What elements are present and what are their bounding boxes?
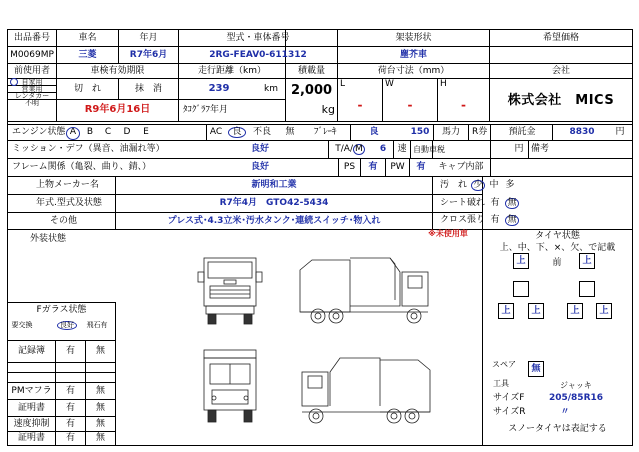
- tire-boxes: [483, 250, 632, 400]
- pm-muffler-yes: 有: [65, 385, 75, 396]
- tools-label: 工具: [493, 379, 509, 388]
- cloth-yes: 有: [490, 214, 500, 225]
- pm-muffler-no: 無: [95, 385, 105, 396]
- jack-label: ジャッキ: [560, 381, 592, 390]
- frame-value: 良好: [250, 162, 269, 172]
- payload-value: 2,000: [290, 82, 333, 98]
- hp-value: 150: [410, 127, 430, 137]
- ac-option-good: [228, 125, 246, 140]
- size-f-value: 205/85R16: [548, 392, 604, 403]
- ac-label: AC: [209, 127, 223, 137]
- mileage-value: 239: [208, 83, 230, 94]
- frame-label: フレーム関係（亀裂、曲り、錆、）: [12, 162, 152, 172]
- glass-option-chip: 飛石有: [86, 320, 108, 329]
- engine-grade-label: A: [69, 127, 77, 137]
- prev-user-header: 前使用者: [13, 65, 50, 76]
- year-header: 年月: [139, 32, 158, 43]
- desired-price-header: 希望価格: [542, 32, 579, 43]
- cargo-w-value: -: [407, 98, 413, 112]
- auto-tax-label: 自動車税: [413, 144, 445, 154]
- tm-option-a: A: [343, 144, 350, 154]
- exterior-title: 外装状態: [30, 233, 67, 244]
- engine-grade-b: B: [86, 127, 94, 137]
- engine-grade-e: E: [143, 127, 149, 137]
- tire-instruction: 上、中、下、×、欠、で記載: [499, 242, 616, 253]
- prev-user-option-rental: レンタカー: [14, 91, 50, 100]
- upper-other-value: プレス式･4.3立米･汚水タンク･連続スイッチ･物入れ: [167, 215, 381, 226]
- tire-title: タイヤ状態: [535, 230, 580, 241]
- year-value: R7年6月: [129, 49, 168, 60]
- certificate-1-yes: 有: [65, 402, 75, 413]
- truck-rear-view: [204, 350, 256, 422]
- cargo-w-label: W: [385, 78, 394, 89]
- prev-user-option-unknown: 不明: [25, 99, 39, 107]
- glass-option-good: [54, 320, 80, 330]
- cloth-no: [504, 212, 520, 228]
- tm-label: T/: [335, 144, 344, 154]
- prev-user-option-label: 自家用: [21, 77, 43, 86]
- maker-value: 三菱: [78, 49, 97, 60]
- record-book-no: 無: [95, 346, 105, 356]
- body-shape-header: 架装形状: [395, 32, 432, 43]
- speed-limiter-label: 速度抑制: [13, 418, 50, 429]
- pm-muffler-label: PMマフラ: [11, 385, 52, 396]
- ac-option-none: 無: [285, 127, 295, 137]
- tire-front-left: 上: [516, 255, 526, 266]
- mileage-unit: km: [264, 83, 278, 94]
- speed-value: 6: [379, 144, 387, 154]
- pw-label: PW: [390, 162, 405, 172]
- seat-tear-selected: 無: [507, 197, 517, 208]
- engine-grade-a: [66, 125, 80, 140]
- engine-label: エンジン状態: [12, 127, 66, 137]
- stain-option-low: [470, 178, 486, 193]
- speed-unit: 速: [397, 144, 407, 154]
- certificate-1-no: 無: [95, 402, 105, 413]
- mission-value: 良好: [250, 144, 269, 154]
- seat-tear-no: [504, 195, 520, 211]
- upper-maker-value: 新明和工業: [251, 180, 297, 190]
- upper-other-label: その他: [50, 215, 78, 226]
- inspection-date: R9年6月16日: [84, 104, 151, 115]
- stain-option-high: 多: [505, 180, 515, 190]
- spare-label: スペア: [492, 360, 516, 369]
- ac-option-bad: 不良: [252, 127, 271, 137]
- certificate-2-label: 証明書: [17, 433, 45, 443]
- seat-tear-label: シート破れ: [440, 197, 486, 208]
- tire-front-right: 上: [582, 255, 592, 266]
- record-book-label: 記録簿: [17, 346, 45, 356]
- deposit-label: 預託金: [508, 127, 536, 137]
- auto-tax-unit: 円: [514, 144, 524, 154]
- selected-circle: [66, 127, 80, 140]
- tire-rear-inner-left: 上: [531, 305, 541, 316]
- cargo-l-value: -: [357, 98, 363, 112]
- deposit-unit: 円: [615, 127, 625, 137]
- truck-side-view-right: [302, 358, 430, 423]
- certificate-2-yes: 有: [65, 433, 75, 443]
- pw-value: 有: [416, 162, 426, 172]
- truck-side-view-left: [300, 258, 428, 323]
- stain-option-mid: 中: [489, 180, 499, 190]
- glass-selected: 良好: [57, 321, 77, 330]
- stain-label: 汚 れ: [440, 180, 468, 190]
- truck-front-view: [198, 258, 262, 324]
- tm-option-m-selected: M: [354, 144, 363, 154]
- tire-rear-outer-left: 上: [501, 305, 511, 316]
- model-value: 2RG-FEAV0-611312: [209, 49, 307, 60]
- glass-title: Fガラス状態: [36, 304, 87, 315]
- mission-label: ミッション・デフ（異音、油漏れ等）: [12, 144, 165, 154]
- record-book-yes: 有: [65, 346, 75, 356]
- payload-unit: kg: [321, 102, 335, 116]
- deposit-value: 8830: [569, 127, 595, 137]
- body-shape-value: 塵芥車: [399, 49, 427, 60]
- prev-user-option-business: 営業用: [21, 84, 43, 93]
- speed-limiter-yes: 有: [65, 418, 75, 429]
- unused-note: ※未使用車: [428, 229, 468, 238]
- size-r-value: 〃: [560, 406, 570, 417]
- tire-rear-outer-right: 上: [599, 305, 609, 316]
- certificate-2-no: 無: [95, 433, 105, 443]
- cargo-dims-header: 荷台寸法（mm）: [377, 65, 450, 76]
- cargo-h-value: -: [461, 98, 466, 112]
- company-header: 会社: [551, 65, 570, 76]
- transmission-type: T/ A / M: [335, 144, 363, 154]
- speed-limiter-no: 無: [95, 418, 105, 429]
- inspection-cut: 切 れ: [73, 83, 101, 94]
- glass-option-replace: 要交換: [11, 320, 33, 329]
- recycle-label: R券: [472, 127, 488, 137]
- hp-label: 馬力: [441, 127, 460, 137]
- spare-value: 無: [531, 363, 541, 374]
- stain-selected: 少: [473, 180, 483, 190]
- snow-tire-note: スノータイヤは表記する: [508, 423, 607, 434]
- selected-circle: [10, 78, 18, 86]
- cloth-selected: 無: [507, 214, 517, 225]
- model-header: 型式・車体番号: [226, 32, 290, 43]
- brake-label: ﾌﾞﾚｰｷ: [314, 127, 337, 137]
- inspection-cancel: 抹 消: [134, 83, 162, 94]
- engine-grade-d: D: [123, 127, 131, 137]
- truck-diagrams: [190, 250, 435, 430]
- upper-maker-label: 上物メーカー名: [36, 180, 99, 190]
- stock-no-header: 出品番号: [13, 32, 50, 43]
- tacho-label: ﾀｺｸﾞﾗﾌ年月: [183, 104, 229, 115]
- certificate-1-label: 証明書: [17, 402, 45, 413]
- maker-header: 車名: [78, 32, 97, 43]
- size-r-label: サイズR: [493, 406, 526, 417]
- upper-year-label: 年式.型式及状態: [36, 198, 102, 208]
- company-name: 株式会社 MICS: [507, 92, 615, 108]
- ps-value: 有: [368, 162, 378, 172]
- cargo-l-label: L: [340, 78, 346, 89]
- tire-rear-inner-right: 上: [570, 305, 580, 316]
- brake-value: 良: [369, 127, 379, 137]
- cab-interior-label: キャブ内部: [438, 162, 484, 172]
- cloth-label: クロス張り: [440, 214, 486, 225]
- payload-header: 積載量: [297, 65, 325, 76]
- inspection-header: 車検有効期限: [90, 65, 145, 76]
- seat-tear-yes: 有: [490, 197, 500, 208]
- notes-label: 備考: [531, 144, 550, 154]
- size-f-label: サイズF: [493, 392, 525, 403]
- tire-front-label: 前: [552, 257, 562, 268]
- cargo-h-label: H: [440, 78, 447, 89]
- stock-no-value: M0069MP: [10, 49, 54, 60]
- ps-label: PS: [343, 162, 356, 172]
- ac-selected: 良: [228, 127, 245, 138]
- mileage-header: 走行距離（km）: [198, 65, 266, 76]
- upper-year-value: R7年4月 GTO42-5434: [219, 198, 329, 208]
- engine-grade-c: C: [104, 127, 112, 137]
